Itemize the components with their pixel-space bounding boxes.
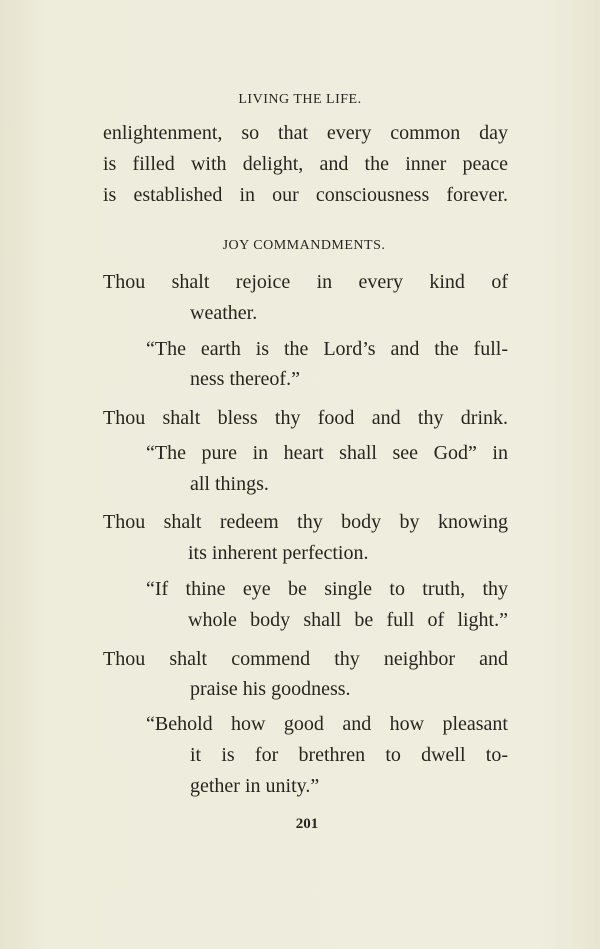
commandment-line: Thou shalt bless thy food and thy drink. (103, 407, 508, 429)
quote-line: “If thine eye be single to truth, thy (146, 578, 508, 600)
quote-line: “The earth is the Lord’s and the full- (146, 338, 508, 360)
commandment-line: its inherent perfection. (188, 542, 369, 564)
commandment-line: Thou shalt commend thy neighbor and (103, 648, 508, 670)
paragraph-line: enlightenment, so that every common day (103, 122, 508, 144)
quote-line: ness thereof.” (190, 368, 300, 390)
quote-line: “The pure in heart shall see God” in (146, 442, 508, 464)
quote-line: it is for brethren to dwell to- (190, 744, 508, 766)
commandment-line: Thou shalt redeem thy body by knowing (103, 511, 508, 533)
quote-line: all things. (190, 473, 269, 495)
commandment-line: weather. (190, 302, 258, 324)
running-header: LIVING THE LIFE. (238, 92, 362, 107)
quote-line: whole body shall be full of light.” (188, 609, 508, 631)
paragraph-line: is filled with delight, and the inner peace (103, 153, 508, 175)
page-number: 201 (295, 816, 319, 832)
quote-line: gether in unity.” (190, 775, 320, 797)
quote-line: “Behold how good and how pleasant (146, 713, 508, 735)
commandment-line: Thou shalt rejoice in every kind of (103, 271, 508, 293)
commandment-line: praise his goodness. (190, 678, 351, 700)
section-title: JOY COMMANDMENTS. (222, 238, 386, 253)
paragraph-line: is established in our consciousness forever. (103, 184, 508, 206)
